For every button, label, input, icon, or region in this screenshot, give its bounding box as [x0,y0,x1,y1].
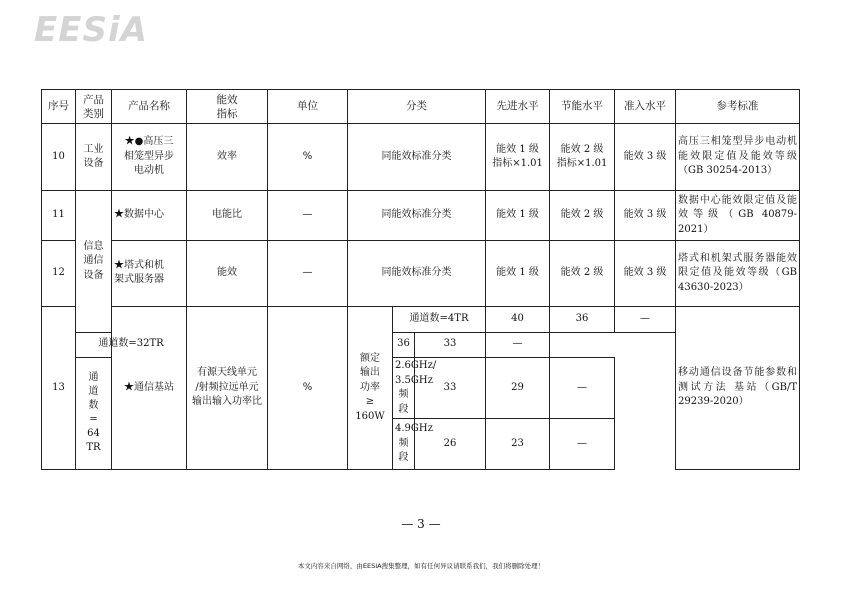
row-category: 工业 设备 [76,124,112,191]
row-unit: % [268,124,348,191]
energy-efficiency-table [41,89,800,470]
sub-saving: 33 [415,332,486,357]
row-access: 能效 3 级 [615,124,676,191]
header-standard: 参考标准 [676,90,800,124]
row-indicator: 电能比 [187,191,268,241]
header-unit: 单位 [268,90,348,124]
sub-access: — [550,357,615,419]
sub-saving: 23 [486,419,550,470]
sub-advanced: 40 [486,307,550,332]
sub-advanced: 36 [393,332,415,357]
row-indicator: 效率 [187,124,268,191]
row-standard: 塔式和机架式服务器能效限定值及能效等级（GB 43630-2023） [676,240,800,307]
table-row [42,307,800,332]
row-classify: 同能效标准分类 [348,124,486,191]
row-category-it: 信息 通信 设备 [76,191,112,332]
header-saving: 节能水平 [550,90,615,124]
row-standard: 高压三相笼型异步电动机能效限定值及能效等级（GB 30254-2013） [676,124,800,191]
row-saving: 能效 2 级 指标×1.01 [550,124,615,191]
row-no: 13 [42,307,76,470]
row-unit: % [268,307,348,470]
row-advanced: 能效 1 级 [486,240,550,307]
header-indicator: 能效 指标 [187,90,268,124]
channel-label: 通 道 数 = 64 TR [76,357,112,469]
sub-advanced: 33 [415,357,486,419]
sub-saving: 36 [550,307,615,332]
table-row [42,124,800,191]
row-access: 能效 3 级 [615,191,676,241]
row-advanced: 能效 1 级 指标×1.01 [486,124,550,191]
header-advanced: 先进水平 [486,90,550,124]
row-standard: 数据中心能效限定值及能效等级（GB 40879-2021） [676,191,800,241]
row-indicator: 有源天线单元 /射频拉远单元 输出输入功率比 [187,307,268,470]
power-label: 额定 输出 功率 ≥ 160W [348,307,393,470]
row-unit: — [268,191,348,241]
header-classify: 分类 [348,90,486,124]
row-unit: — [268,240,348,307]
row-no: 10 [42,124,76,191]
page-number: — 3 — [401,517,441,531]
sub-access: — [615,307,676,332]
header-name: 产品名称 [112,90,187,124]
sub-advanced: 26 [415,419,486,470]
row-saving: 能效 2 级 [550,191,615,241]
sub-saving: 29 [486,357,550,419]
row-access: 能效 3 级 [615,240,676,307]
sub-label: 2.6GHz/ 3.5GHz 频段 [393,357,415,419]
sub-label: 通道数=32TR [76,332,187,357]
row-standard: 移动通信设备节能参数和测试方法 基站（GB/T 29239-2020） [676,307,800,470]
table-row [42,191,800,241]
sub-label: 通道数=4TR [393,307,486,332]
header-category: 产品 类别 [76,90,112,124]
row-classify: 同能效标准分类 [348,191,486,241]
row-no: 11 [42,191,76,241]
footer-note: 本文内容来自网络，由EESIA搜集整理，如有任何异议请联系我们，我们将删除处理！ [297,562,545,570]
eesia-logo: EESiA [34,10,148,50]
row-name: ★通信基站 [112,307,187,470]
sub-access: — [486,332,550,357]
row-classify: 同能效标准分类 [348,240,486,307]
row-name: ★塔式和机 架式服务器 [112,240,187,307]
row-name: ★●高压三 相笼型异步 电动机 [112,124,187,191]
row-name: ★数据中心 [112,191,187,241]
row-advanced: 能效 1 级 [486,191,550,241]
header-row [42,90,800,124]
sub-access: — [550,419,615,470]
header-no: 序号 [42,90,76,124]
header-access: 准入水平 [615,90,676,124]
table-row [42,240,800,307]
row-saving: 能效 2 级 [550,240,615,307]
row-no: 12 [42,240,76,307]
row-indicator: 能效 [187,240,268,307]
sub-label: 4.9GHz 频段 [393,419,415,470]
